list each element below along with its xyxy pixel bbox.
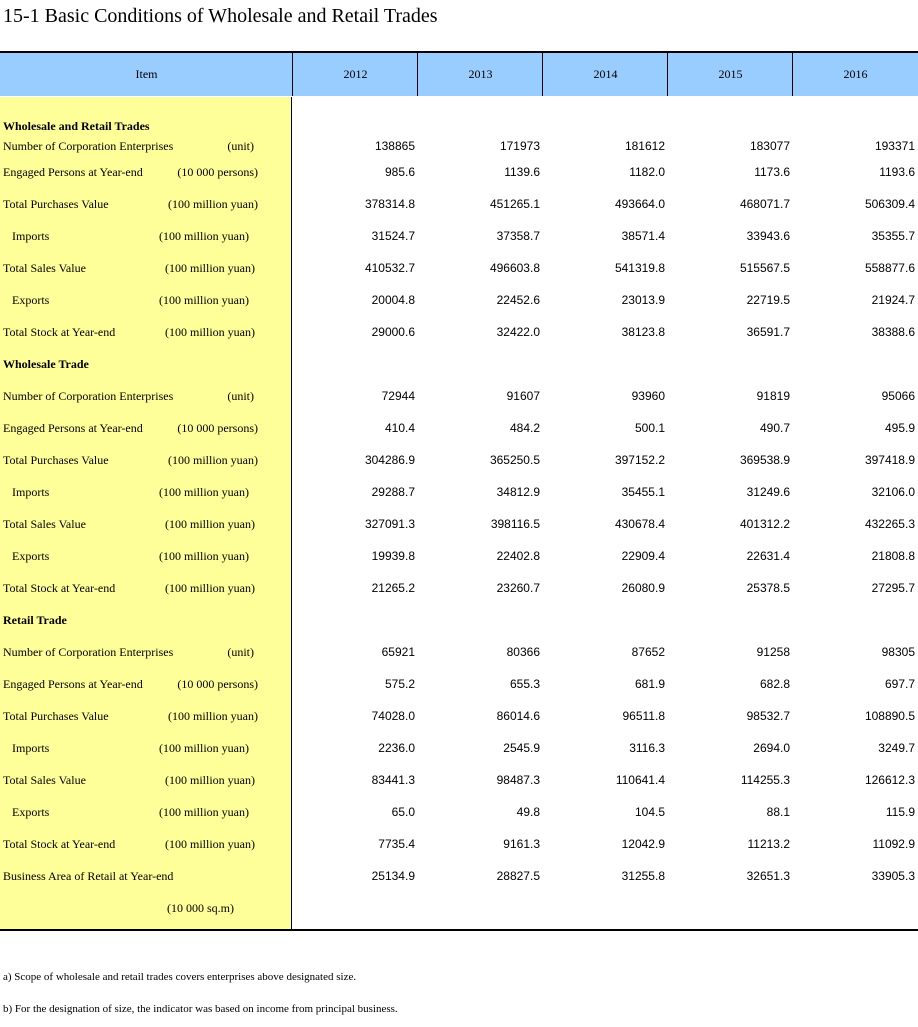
table-cell: 80366	[506, 645, 540, 659]
table-cell: 33905.3	[871, 869, 915, 883]
table-cell: 25378.5	[746, 581, 790, 595]
row-label: Number of Corporation Enterprises	[3, 389, 174, 403]
row-label: Number of Corporation Enterprises	[3, 139, 174, 153]
header-year-2012: 2012	[292, 53, 418, 96]
row-unit: (100 million yuan)	[168, 453, 258, 467]
section-title: Wholesale and Retail Trades	[3, 119, 150, 133]
table-cell: 304286.9	[364, 453, 415, 467]
row-unit: (100 million yuan)	[159, 805, 249, 819]
table-cell: 104.5	[634, 805, 665, 819]
table-cell: 430678.4	[614, 517, 665, 531]
table-cell: 410532.7	[364, 261, 415, 275]
table-cell: 23260.7	[496, 581, 540, 595]
table-cell: 1139.6	[504, 165, 540, 179]
table-cell: 697.7	[884, 677, 915, 691]
table-cell: 11092.9	[872, 837, 915, 851]
table-cell: 22452.6	[496, 293, 540, 307]
table-cell: 29000.6	[371, 325, 415, 339]
row-label: Imports	[12, 485, 50, 499]
table-cell: 138865	[374, 139, 415, 153]
row-unit: (100 million yuan)	[168, 709, 258, 723]
table-cell: 401312.2	[739, 517, 790, 531]
row-label: Imports	[12, 229, 50, 243]
row-unit: (100 million yuan)	[165, 261, 255, 275]
table-cell: 410.4	[384, 421, 415, 435]
row-label: Engaged Persons at Year-end	[3, 421, 143, 435]
row-unit: (10 000 persons)	[177, 677, 258, 691]
table-cell: 681.9	[634, 677, 665, 691]
row-unit: (100 million yuan)	[168, 197, 258, 211]
row-unit: (10 000 persons)	[177, 165, 258, 179]
table-cell: 468071.7	[739, 197, 790, 211]
table-cell: 88.1	[766, 805, 790, 819]
row-label: Total Sales Value	[3, 773, 86, 787]
row-label: Business Area of Retail at Year-end	[3, 869, 174, 883]
row-label: Total Sales Value	[3, 261, 86, 275]
table-cell: 98532.7	[746, 709, 790, 723]
table-cell: 22631.4	[746, 549, 790, 563]
row-unit: (100 million yuan)	[165, 837, 255, 851]
row-label: Total Purchases Value	[3, 453, 109, 467]
footnote-a: a) Scope of wholesale and retail trades covers enterprises above designated size.	[3, 971, 357, 983]
table-cell: 21808.8	[871, 549, 915, 563]
table-cell: 183077	[749, 139, 790, 153]
row-label: Total Purchases Value	[3, 197, 109, 211]
header-year-2016: 2016	[792, 53, 918, 96]
table-cell: 91607	[506, 389, 540, 403]
table-cell: 32422.0	[496, 325, 540, 339]
table-cell: 35455.1	[621, 485, 665, 499]
row-label: Number of Corporation Enterprises	[3, 645, 174, 659]
table-cell: 22719.5	[746, 293, 790, 307]
row-unit: (100 million yuan)	[159, 229, 249, 243]
table-cell: 93960	[631, 389, 665, 403]
row-label: Total Stock at Year-end	[3, 325, 116, 339]
section-title: Retail Trade	[3, 613, 67, 627]
table-cell: 108890.5	[864, 709, 915, 723]
table-cell: 32651.3	[746, 869, 790, 883]
table-cell: 65921	[381, 645, 415, 659]
table-cell: 126612.3	[864, 773, 915, 787]
table-cell: 110641.4	[615, 773, 665, 787]
table-cell: 558877.6	[864, 261, 915, 275]
table-cell: 95066	[881, 389, 915, 403]
row-unit: (100 million yuan)	[165, 773, 255, 787]
table-cell: 490.7	[759, 421, 790, 435]
table-cell: 22402.8	[496, 549, 540, 563]
table-cell: 575.2	[384, 677, 415, 691]
table-cell: 86014.6	[496, 709, 540, 723]
table-cell: 19939.8	[371, 549, 415, 563]
row-unit: (10 000 persons)	[177, 421, 258, 435]
table-cell: 12042.9	[621, 837, 665, 851]
table-cell: 21924.7	[871, 293, 915, 307]
row-unit: (10 000 sq.m)	[167, 901, 234, 915]
table-cell: 33943.6	[746, 229, 790, 243]
table-cell: 327091.3	[364, 517, 415, 531]
table-cell: 2545.9	[503, 741, 540, 755]
table-cell: 541319.8	[614, 261, 665, 275]
bottom-rule	[0, 929, 918, 931]
table-cell: 26080.9	[621, 581, 665, 595]
table-cell: 506309.4	[864, 197, 915, 211]
table-cell: 74028.0	[371, 709, 415, 723]
table-cell: 985.6	[384, 165, 415, 179]
row-label: Total Stock at Year-end	[3, 837, 116, 851]
table-cell: 72944	[381, 389, 415, 403]
table-cell: 65.0	[391, 805, 415, 819]
header-item: Item	[135, 67, 158, 81]
table-cell: 27295.7	[871, 581, 915, 595]
table-cell: 28827.5	[496, 869, 540, 883]
table-cell: 115.9	[885, 805, 915, 819]
row-unit: (100 million yuan)	[159, 741, 249, 755]
row-unit: (unit)	[227, 645, 254, 659]
header-year-2013: 2013	[417, 53, 543, 96]
row-label: Total Purchases Value	[3, 709, 109, 723]
table-cell: 500.1	[634, 421, 665, 435]
table-cell: 171973	[499, 139, 540, 153]
table-cell: 87652	[631, 645, 665, 659]
table-cell: 682.8	[759, 677, 790, 691]
table-cell: 655.3	[509, 677, 540, 691]
table-cell: 9161.3	[503, 837, 540, 851]
footnote-b: b) For the designation of size, the indicator was based on income from principal business.	[3, 1003, 398, 1015]
table-cell: 1173.6	[754, 165, 790, 179]
table-cell: 493664.0	[614, 197, 665, 211]
table-cell: 114255.3	[740, 773, 790, 787]
page-title: 15-1 Basic Conditions of Wholesale and Retail Trades	[3, 5, 438, 27]
table-cell: 36591.7	[746, 325, 790, 339]
table-cell: 3249.7	[878, 741, 915, 755]
table-cell: 2694.0	[753, 741, 790, 755]
table-cell: 29288.7	[371, 485, 415, 499]
table-cell: 484.2	[509, 421, 540, 435]
table-cell: 38571.4	[621, 229, 665, 243]
table-cell: 397418.9	[864, 453, 915, 467]
table-cell: 495.9	[884, 421, 915, 435]
table-cell: 25134.9	[371, 869, 415, 883]
table-cell: 432265.3	[864, 517, 915, 531]
table-cell: 35355.7	[871, 229, 915, 243]
table-cell: 2236.0	[378, 741, 415, 755]
row-label: Imports	[12, 741, 50, 755]
table-cell: 365250.5	[489, 453, 540, 467]
row-unit: (100 million yuan)	[165, 517, 255, 531]
row-unit: (100 million yuan)	[165, 581, 255, 595]
table-cell: 193371	[874, 139, 915, 153]
row-label: Engaged Persons at Year-end	[3, 165, 143, 179]
row-unit: (unit)	[227, 139, 254, 153]
table-cell: 1193.6	[879, 165, 915, 179]
table-cell: 369538.9	[739, 453, 790, 467]
row-label: Exports	[12, 805, 50, 819]
table-cell: 98305	[881, 645, 915, 659]
table-cell: 96511.8	[622, 709, 665, 723]
table-cell: 515567.5	[739, 261, 790, 275]
row-label: Exports	[12, 549, 50, 563]
row-unit: (unit)	[227, 389, 254, 403]
table-cell: 378314.8	[364, 197, 415, 211]
table-cell: 398116.5	[490, 517, 540, 531]
table-cell: 32106.0	[871, 485, 915, 499]
table-cell: 21265.2	[371, 581, 415, 595]
table-cell: 31524.7	[371, 229, 415, 243]
row-unit: (100 million yuan)	[159, 549, 249, 563]
table-cell: 181612	[624, 139, 665, 153]
header-year-2014: 2014	[542, 53, 668, 96]
row-label: Total Stock at Year-end	[3, 581, 116, 595]
row-label: Engaged Persons at Year-end	[3, 677, 143, 691]
table-cell: 31249.6	[746, 485, 790, 499]
table-header	[0, 53, 918, 96]
table-cell: 22909.4	[621, 549, 665, 563]
table-cell: 23013.9	[621, 293, 665, 307]
table-cell: 451265.1	[489, 197, 540, 211]
table-cell: 37358.7	[496, 229, 540, 243]
table-cell: 91258	[756, 645, 790, 659]
header-year-2015: 2015	[667, 53, 793, 96]
table-cell: 49.8	[516, 805, 540, 819]
table-cell: 20004.8	[371, 293, 415, 307]
table-cell: 38388.6	[871, 325, 915, 339]
table-cell: 83441.3	[371, 773, 415, 787]
row-label: Exports	[12, 293, 50, 307]
table-cell: 38123.8	[621, 325, 665, 339]
table-cell: 31255.8	[621, 869, 665, 883]
row-unit: (100 million yuan)	[159, 293, 249, 307]
table-cell: 7735.4	[378, 837, 415, 851]
table-cell: 91819	[756, 389, 790, 403]
table-cell: 3116.3	[629, 741, 665, 755]
section-title: Wholesale Trade	[3, 357, 89, 371]
table-cell: 34812.9	[496, 485, 540, 499]
table-cell: 11213.2	[747, 837, 790, 851]
row-unit: (100 million yuan)	[165, 325, 255, 339]
table-cell: 397152.2	[614, 453, 665, 467]
table-cell: 1182.0	[629, 165, 665, 179]
table-cell: 98487.3	[496, 773, 540, 787]
row-unit: (100 million yuan)	[159, 485, 249, 499]
row-label: Total Sales Value	[3, 517, 86, 531]
table-cell: 496603.8	[489, 261, 540, 275]
